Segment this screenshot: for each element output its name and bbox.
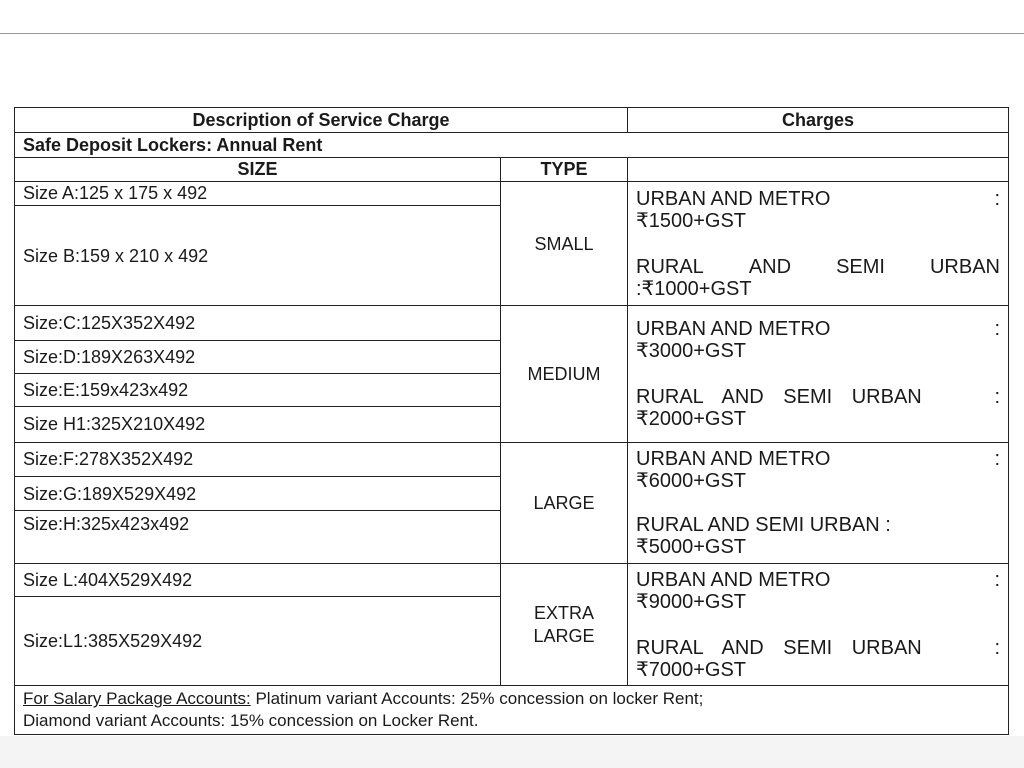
charge-cell: [628, 564, 1009, 686]
charge-cell: [628, 181, 1009, 305]
size-cell: Size:G:189X529X492: [15, 477, 501, 511]
size-cell: Size:L1:385X529X492: [15, 597, 501, 686]
urban-label: URBAN AND METRO: [636, 447, 831, 470]
type-cell: SMALL: [501, 181, 628, 305]
urban-amount: ₹6000+GST: [636, 469, 747, 492]
type-cell: [501, 564, 628, 686]
table-header-row: [15, 108, 1009, 133]
colon: :: [994, 187, 1000, 210]
urban-amount: ₹1500+GST: [636, 209, 747, 232]
urban-label: URBAN AND METRO: [636, 568, 831, 591]
rural-line: [636, 637, 1000, 659]
locker-charges-table: [14, 107, 1009, 735]
rural-amount: ₹2000+GST: [636, 407, 747, 430]
top-divider: [0, 33, 1024, 34]
colon: :: [994, 385, 1000, 408]
size-cell: Size:D:189X263X492: [15, 340, 501, 373]
footnote-line-1-text: Platinum variant Accounts: 25% concession on locker Rent;: [250, 689, 704, 709]
colon: :: [994, 447, 1000, 470]
table-row: [15, 181, 1009, 205]
urban-line: [636, 188, 1000, 210]
urban-label: URBAN AND METRO: [636, 317, 831, 340]
urban-amount: ₹9000+GST: [636, 590, 747, 613]
type-cell: MEDIUM: [501, 306, 628, 442]
size-cell: Size A:125 x 175 x 492: [15, 181, 501, 205]
rural-amount: :₹1000+GST: [636, 277, 752, 300]
size-cell: Size:C:125X352X492: [15, 306, 501, 340]
section-title-row: [15, 133, 1009, 157]
page-bottom-edge: [0, 736, 1024, 768]
rural-amount: ₹5000+GST: [636, 535, 747, 558]
type-cell: LARGE: [501, 442, 628, 563]
footnote-row: [15, 686, 1009, 735]
type-column-header: TYPE: [501, 157, 628, 181]
urban-amount: ₹3000+GST: [636, 339, 747, 362]
urban-label: URBAN AND METRO: [636, 187, 831, 210]
charges-header: Charges: [628, 108, 1009, 133]
colon: :: [994, 317, 1000, 340]
rural-label: RURAL AND SEMI URBAN :: [636, 513, 891, 536]
table-row: [15, 306, 1009, 340]
size-cell: Size:F:278X352X492: [15, 442, 501, 476]
column-header-row: [15, 157, 1009, 181]
urban-line: [636, 448, 1000, 470]
footnote-line-1: [23, 688, 1000, 710]
size-cell: Size B:159 x 210 x 492: [15, 206, 501, 306]
empty-charges-cell: [628, 157, 1009, 181]
colon: :: [994, 636, 1000, 659]
rural-line: [636, 386, 1000, 408]
table-row: [15, 564, 1009, 597]
size-cell: Size:H:325x423x492: [15, 511, 501, 564]
size-cell: Size L:404X529X492: [15, 564, 501, 597]
rural-label: RURAL AND SEMI URBAN: [636, 636, 922, 659]
type-label: EXTRA LARGE: [533, 602, 595, 646]
footnote: [15, 686, 1009, 735]
footnote-prefix: For Salary Package Accounts:: [23, 689, 251, 709]
rural-label: RURAL AND SEMI URBAN: [636, 255, 1000, 278]
size-column-header: SIZE: [15, 157, 501, 181]
rural-amount: ₹7000+GST: [636, 658, 747, 681]
size-cell: Size:E:159x423x492: [15, 373, 501, 406]
urban-line: [636, 569, 1000, 591]
charge-cell: [628, 306, 1009, 442]
description-header: Description of Service Charge: [15, 108, 628, 133]
urban-line: [636, 318, 1000, 340]
rural-label: RURAL AND SEMI URBAN: [636, 385, 922, 408]
section-title: Safe Deposit Lockers: Annual Rent: [15, 133, 1009, 157]
table-row: [15, 442, 1009, 476]
size-cell: Size H1:325X210X492: [15, 407, 501, 442]
charge-cell: [628, 442, 1009, 563]
colon: :: [994, 568, 1000, 591]
footnote-line-2: Diamond variant Accounts: 15% concession on Locker Rent.: [23, 711, 479, 731]
